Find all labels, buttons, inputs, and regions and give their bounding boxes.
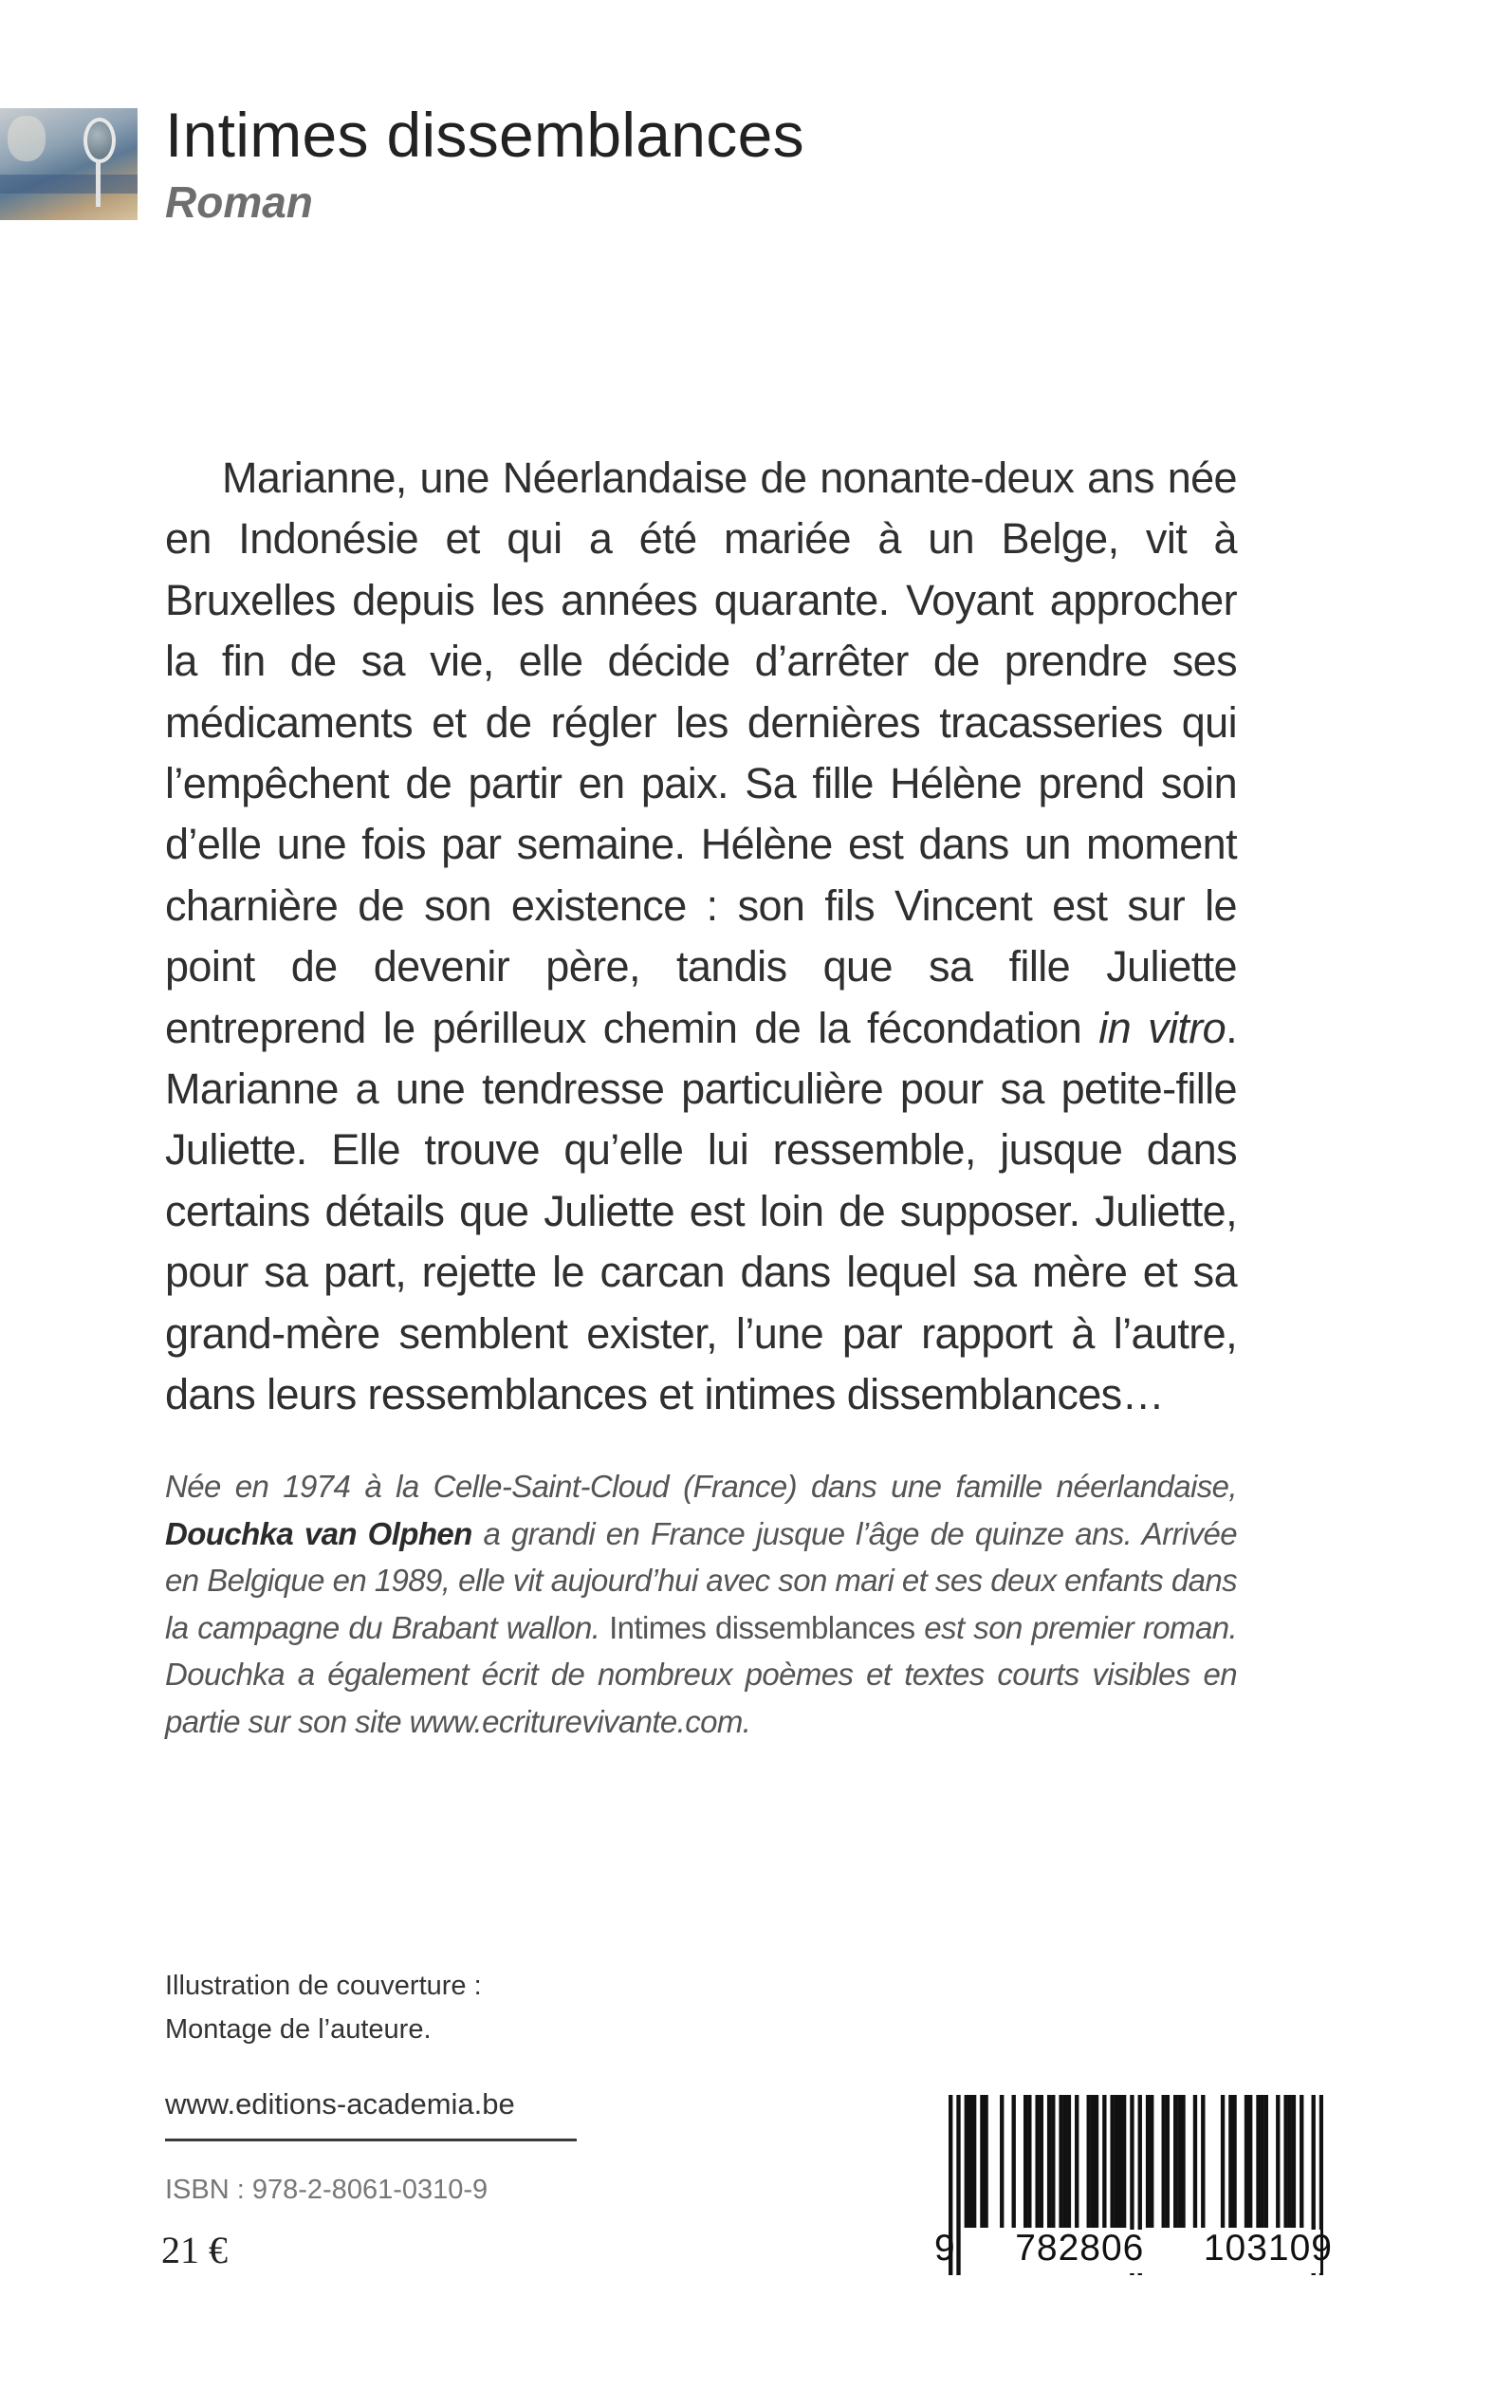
barcode-bar bbox=[1115, 2095, 1118, 2228]
barcode-bar bbox=[1162, 2095, 1166, 2228]
barcode-bar bbox=[1047, 2095, 1051, 2228]
barcode-bar bbox=[1181, 2095, 1185, 2228]
synopsis-text-2: . Marianne a une tendresse particulière pour sa petite-fille Juliette. Elle trouve qu’elle lui ressemble, jusque dans certains détails que Juliette est loin de supposer. Juliette, pour sa part, rejette le carcan dans lequel sa mère et sa grand-mère semblent exister, l’une par rapport à l’autre, dans leurs ressemblances et intimes dissemblances… bbox=[165, 1003, 1237, 1419]
barcode-digit-group: 782806 bbox=[1015, 2228, 1145, 2269]
barcode-bar bbox=[965, 2095, 968, 2228]
barcode-bar bbox=[1087, 2095, 1091, 2228]
cover-credit bbox=[165, 1964, 482, 2051]
barcode-bar bbox=[980, 2095, 984, 2228]
barcode-number bbox=[934, 2228, 1333, 2269]
price: 21 € bbox=[161, 2229, 228, 2271]
barcode-bar bbox=[1260, 2095, 1263, 2228]
divider bbox=[165, 2139, 577, 2141]
barcode-bar bbox=[972, 2095, 976, 2228]
barcode-bar bbox=[1095, 2095, 1098, 2228]
barcode-digit-group: 103109 bbox=[1203, 2228, 1333, 2269]
barcode-bar bbox=[1177, 2095, 1181, 2228]
author-name: Douchka van Olphen bbox=[165, 1515, 472, 1551]
bio-book-title: Intimes dissemblances bbox=[609, 1609, 915, 1645]
barcode-bar bbox=[1091, 2095, 1095, 2228]
barcode-bar bbox=[1193, 2095, 1197, 2228]
barcode-bar bbox=[1288, 2095, 1292, 2228]
bio-text-3: est son premier roman. Douchka a également écrit de nombreux poèmes et textes courts visibles en partie sur son site www.ecriturevivante.com. bbox=[165, 1609, 1238, 1739]
synopsis-italic: in vitro bbox=[1098, 1003, 1226, 1052]
barcode-bar bbox=[1264, 2095, 1268, 2228]
bio-text-1: Née en 1974 à la Celle-Saint-Cloud (France) dans une famille néerlandaise, bbox=[165, 1469, 1237, 1504]
book-title: Intimes dissemblances bbox=[165, 100, 804, 170]
barcode-bar bbox=[1023, 2095, 1027, 2228]
barcode-bar bbox=[1166, 2095, 1170, 2228]
barcode-bar bbox=[1051, 2095, 1055, 2228]
author-bio bbox=[165, 1463, 1237, 1745]
barcode-bar bbox=[1110, 2095, 1114, 2228]
synopsis-text-1: Marianne, une Néerlandaise de nonante-deux ans née en Indonésie et qui a été mariée à un Belge, vit à Bruxelles depuis les années quarante. Voyant approcher la fin de sa vie, elle décide d’arrêter de prendre ses médicaments et de régler les dernières tracasseries qui l’empêchent de partir en paix. Sa fille Hélène prend soin d’elle une fois par semaine. Hélène est dans un moment charnière de son existence : son fils Vincent est sur le point de devenir père, tandis que sa fille Juliette entreprend le périlleux chemin de la fécondation bbox=[165, 454, 1237, 1052]
book-genre: Roman bbox=[165, 177, 313, 227]
barcode-bar bbox=[1173, 2095, 1177, 2228]
isbn-text: ISBN : 978-2-8061-0310-9 bbox=[165, 2175, 489, 2205]
barcode-bar bbox=[1067, 2095, 1071, 2228]
publisher-website: www.editions-academia.be bbox=[165, 2087, 515, 2121]
barcode-bar bbox=[1012, 2095, 1016, 2228]
barcode-bar bbox=[1221, 2095, 1225, 2228]
barcode-bar bbox=[1035, 2095, 1039, 2228]
barcode-bar bbox=[1256, 2095, 1260, 2228]
barcode-bar bbox=[1276, 2095, 1280, 2228]
credit-line-1: Illustration de couverture : bbox=[165, 1971, 482, 2001]
barcode-bar bbox=[1300, 2095, 1303, 2228]
barcode-bar bbox=[1118, 2095, 1122, 2228]
cover-thumbnail-image bbox=[0, 108, 138, 220]
barcode-bar bbox=[1027, 2095, 1031, 2228]
barcode-bar bbox=[1150, 2095, 1153, 2228]
barcode-bar bbox=[968, 2095, 972, 2228]
barcode-bar bbox=[1201, 2095, 1205, 2228]
barcode-bar bbox=[1059, 2095, 1062, 2228]
barcode-bar bbox=[1146, 2095, 1150, 2228]
credit-line-2: Montage de l’auteure. bbox=[165, 2014, 432, 2045]
barcode-bar bbox=[1292, 2095, 1296, 2228]
bio-text-2: a grandi en France jusque l’âge de quinze ans. Arrivée en Belgique en 1989, elle vit aujourd’hui avec son mari et ses deux enfants dans la campagne du Brabant wallon. bbox=[165, 1515, 1237, 1645]
barcode-bar bbox=[1122, 2095, 1126, 2228]
barcode-bar bbox=[1248, 2095, 1252, 2228]
hand-mirror-icon bbox=[83, 118, 116, 163]
barcode-bar bbox=[1102, 2095, 1106, 2228]
barcode-bar bbox=[1283, 2095, 1287, 2228]
barcode-digit-group: 9 bbox=[934, 2228, 956, 2269]
barcode-bar bbox=[1040, 2095, 1043, 2228]
barcode-bar bbox=[1063, 2095, 1067, 2228]
barcode-bar bbox=[1000, 2095, 1004, 2228]
barcode-bar bbox=[1075, 2095, 1079, 2228]
barcode-bar bbox=[1232, 2095, 1236, 2228]
barcode-bar bbox=[1228, 2095, 1232, 2228]
barcode-bar bbox=[1245, 2095, 1248, 2228]
synopsis-paragraph bbox=[165, 448, 1237, 1426]
barcode-bar bbox=[984, 2095, 987, 2228]
